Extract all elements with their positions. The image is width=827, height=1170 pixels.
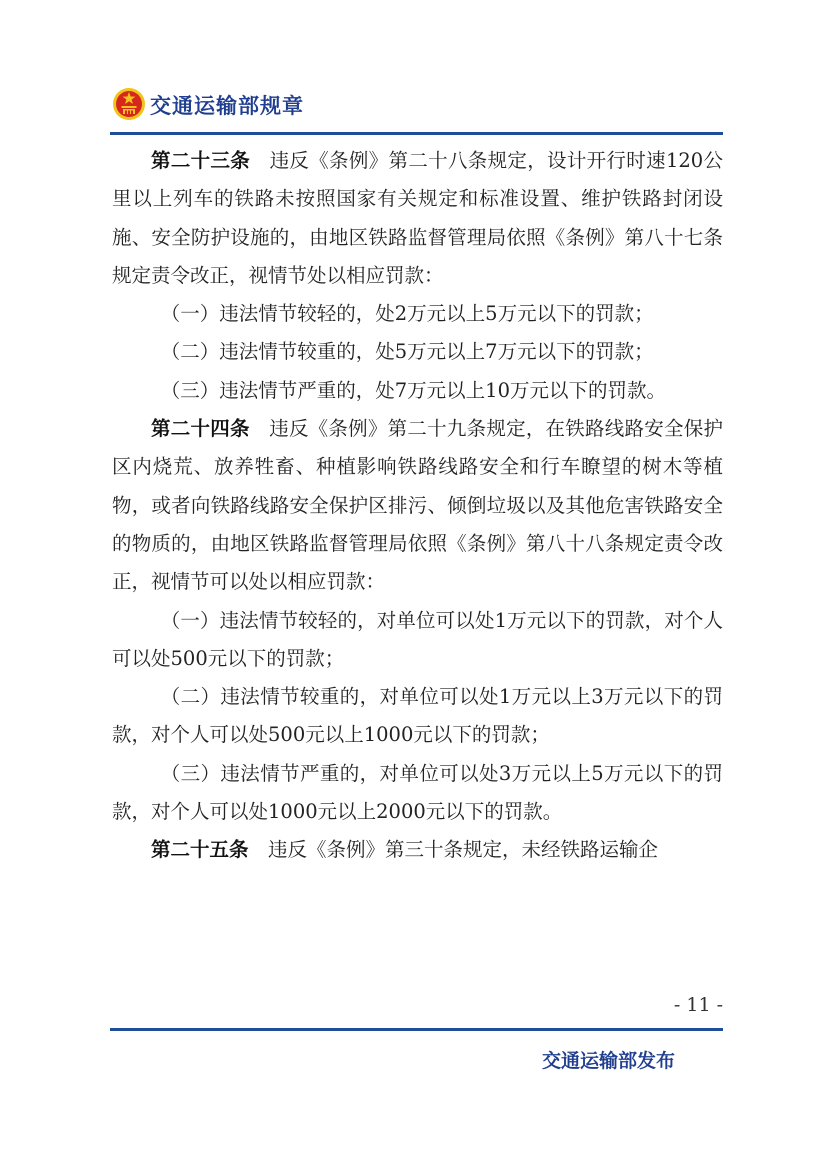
article-item: （一）违法情节较轻的，对单位可以处1万元以下的罚款，对个人可以处500元以下的罚款；	[112, 608, 723, 670]
article-item: （二）违法情节较重的，处5万元以上7万元以下的罚款；	[160, 340, 654, 364]
national-emblem-icon	[112, 87, 146, 121]
page-header	[110, 84, 723, 136]
article-24	[112, 410, 723, 601]
article-item: （二）违法情节较重的，对单位可以处1万元以上3万元以下的罚款，对个人可以处500元以上1000元以下的罚款；	[112, 685, 723, 747]
header-title: 交通运输部规章	[150, 94, 304, 118]
article-item: （一）违法情节较轻的，处2万元以上5万元以下的罚款；	[160, 302, 654, 326]
article-text: 违反《条例》第二十八条规定，设计开行时速120公里以上列车的铁路未按照国家有关规定和标准设置、维护铁路封闭设施、安全防护设施的，由地区铁路监督管理局依照《条例》第八十七条规定责令改正，视情节处以相应罚款：	[112, 149, 723, 287]
article-label: 第二十四条	[151, 417, 250, 441]
article-23	[112, 142, 723, 295]
document-body	[112, 142, 723, 870]
article-label: 第二十五条	[151, 838, 249, 862]
footer-publisher: 交通运输部发布	[541, 1050, 675, 1072]
footer-divider	[110, 1028, 723, 1031]
article-text: 违反《条例》第三十条规定，未经铁路运输企	[268, 838, 659, 862]
article-label: 第二十三条	[151, 149, 251, 172]
article-text: 违反《条例》第二十九条规定，在铁路线路安全保护区内烧荒、放养牲畜、种植影响铁路线路安全和行车瞭望的树木等植物，或者向铁路线路安全保护区排污、倾倒垃圾以及其他危害铁路安全的物质的，由地区铁路监督管理局依照《条例》第八十八条规定责令改正，视情节可以处以相应罚款：	[112, 417, 723, 594]
page-number: - 11 -	[673, 994, 723, 1016]
article-item: （三）违法情节严重的，对单位可以处3万元以上5万元以下的罚款，对个人可以处1000元以上2000元以下的罚款。	[112, 761, 723, 824]
article-item: （三）违法情节严重的，处7万元以上10万元以下的罚款。	[160, 378, 666, 402]
article-25	[112, 831, 723, 869]
header-divider	[110, 132, 723, 135]
